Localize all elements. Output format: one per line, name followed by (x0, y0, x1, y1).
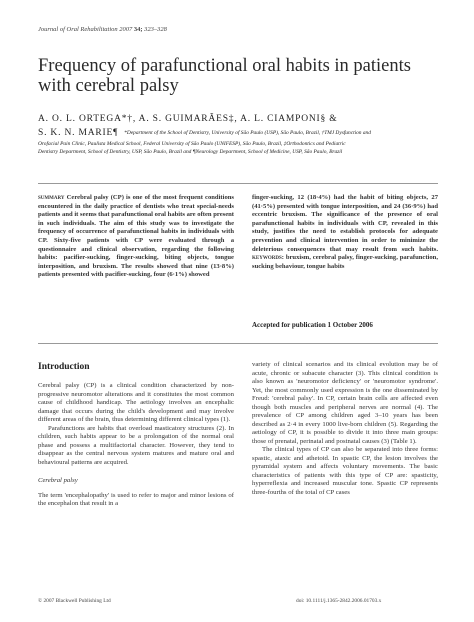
body-left-column (38, 382, 234, 509)
keywords-label: keywords: (252, 254, 284, 262)
journal-year: 2007 (119, 26, 133, 33)
journal-pages: 323–328 (144, 26, 167, 33)
keywords-text: bruxism, cerebral palsy, finger-sucking, parafunction, sucking behaviour, tongue habits (252, 254, 438, 270)
journal-header (38, 26, 167, 33)
abstract-label: summary (38, 194, 65, 201)
author-line-1: A. O. L. ORTEGA*†, A. S. GUIMARÃES‡, A. L. CIAMPONI§ & (38, 114, 338, 124)
abstract-text-left: Cerebral palsy (CP) is one of the most frequent conditions encountered in the daily practice of dentists who treat special-needs patients and it seems that parafunctional oral habits are often present in such individuals. The aim of this study was to investigate the frequency of occurrence of parafunctional habits in individuals with CP. Sixty-five patients with CP were evaluated through a questionnaire and clinical observation, regarding the following habits: pacifier-sucking, finger-sucking, biting objects, tongue interposition, and bruxism. The results showed that nine (13·8%) patients presented with pacifier-sucking, four (6·1%) showed (38, 194, 234, 279)
intro-paragraph-2: Parafunctions are habits that overload masticatory structures (2). In children, such habits appear to be a prolongation of the normal oral phase and possess a multifactorial character. However, they tend to disappear as the central nervous system matures and mature oral and behavioural patterns are acquired. (38, 424, 234, 466)
intro-paragraph-1: Cerebral palsy (CP) is a clinical condition characterized by non-progressive neuromotor alterations and it constitutes the most common cause of childhood handicap. The aetiology involves an encephalic damage that occurs during the child's development and may involve different areas of the brain, thus determining different clinical types (1). (38, 382, 234, 423)
author-block (38, 112, 438, 156)
divider-bottom (38, 343, 438, 344)
subheading-cerebral-palsy: Cerebral palsy (38, 477, 78, 484)
abstract-text-right: finger-sucking, 12 (18·4%) had the habit of biting objects, 27 (41·5%) presented with tongue interposition, and 24 (36·9%) had eccentric bruxism. The significance of the presence of oral parafunctional habits in individuals with CP, revealed in this study, justifies the need to establish protocols for adequate prevention and clinical intervention in order to minimize the deleterious consequences that may result from such habits. (252, 194, 438, 253)
affiliation-3: Dentistry Department, School of Dentistry, USP, São Paulo, Brazil and ¶Neurology Department, School of Medicine, USP, São Paulo, Brazil (38, 149, 343, 155)
divider-top (38, 183, 438, 184)
article-title: Frequency of parafunctional oral habits in patients with cerebral palsy (38, 56, 411, 96)
intro-paragraph-4: variety of clinical scenarios and its clinical evolution may be of acute, chronic or subacute character (3). This clinical condition is also known as 'neuromotor deficiency' or 'neuromotor syndrome'. Yet, the most commonly used expression is the one disseminated by Freud: 'cerebral palsy'. In CP, certain brain cells are affected even though both muscles and peripheral nerves are normal (4). The prevalence of CP among children aged 3–10 years has been described as 2·4 in every 1000 live-born children (5). Regarding the aetiology of CP, it is possible to divide it into three main groups: those of prenatal, perinatal and postnatal causes (3) (Table 1). (252, 361, 438, 445)
author-line-2: S. K. N. MARIE¶ (38, 128, 119, 138)
footer-doi: doi: 10.1111/j.1365-2842.2006.01703.x (296, 598, 382, 604)
footer-copyright: © 2007 Blackwell Publishing Ltd (38, 598, 111, 604)
intro-paragraph-3: The term 'encephalopathy' is used to refer to major and minor lesions of the encephalon that result in a (38, 491, 234, 507)
abstract-right-column (252, 194, 438, 271)
journal-volume: 34; (133, 26, 143, 33)
abstract-left-column (38, 194, 234, 280)
intro-paragraph-5: The clinical types of CP can also be separated into three forms: spastic, ataxic and athetoid. In spastic CP, the lesion involves the pyramidal system and affects voluntary movements. The basic characteristics of patients with this type of CP are: spasticity, hyperreflexia and increased muscular tone. Spastic CP represents three-fourths of the total of CP cases (252, 446, 438, 496)
section-heading-introduction: Introduction (38, 362, 90, 372)
body-right-column (252, 361, 438, 497)
accepted-date: Accepted for publication 1 October 2006 (252, 321, 373, 329)
affiliation-2: Orofacial Pain Clinic, Paulista Medical School, Federal University of São Paulo (UNIFESP), São Paulo, Brazil, ‡Orthodontics and Pediatric (38, 141, 346, 147)
journal-name: Journal of Oral Rehabilitation (38, 26, 118, 33)
affiliation-1: *Department of the School of Dentistry, University of São Paulo (USP), São Paulo, Brazil, †TMJ Dysfunction and (124, 130, 371, 136)
